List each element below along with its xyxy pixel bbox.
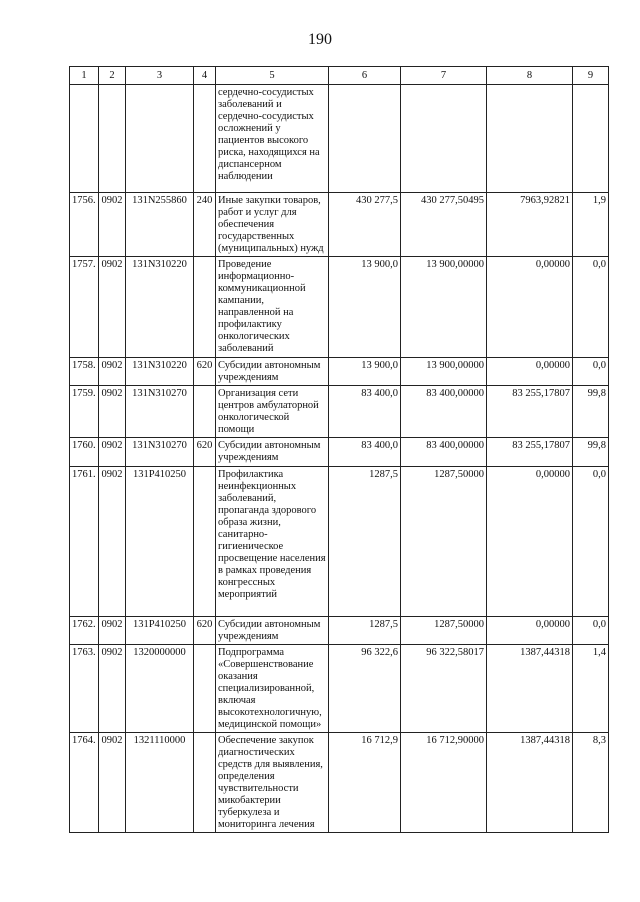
header-cell: 8	[487, 67, 573, 85]
execution-percent: 0,0	[573, 617, 609, 645]
executed-amount	[487, 85, 573, 193]
header-cell: 5	[216, 67, 329, 85]
target-article-code: 131N310270	[126, 438, 194, 467]
row-number: 1756.	[70, 193, 99, 257]
table-row	[70, 193, 609, 257]
adjusted-amount	[401, 85, 487, 193]
adjusted-amount: 96 322,58017	[401, 645, 487, 733]
plan-amount: 1287,5	[329, 467, 401, 617]
description: Подпрограмма «Совершенствование оказания специализированной, включая высокотехнологичную, медицинской помощи»	[216, 645, 329, 733]
header-cell: 9	[573, 67, 609, 85]
description: Организация сети центров амбулаторной онкологической помощи	[216, 386, 329, 438]
table-row	[70, 438, 609, 467]
section-code: 0902	[99, 386, 126, 438]
executed-amount: 0,00000	[487, 358, 573, 386]
plan-amount: 16 712,9	[329, 733, 401, 833]
execution-percent: 99,8	[573, 438, 609, 467]
row-number: 1762.	[70, 617, 99, 645]
expense-type-code	[194, 733, 216, 833]
section-code: 0902	[99, 645, 126, 733]
target-article-code	[126, 85, 194, 193]
section-code: 0902	[99, 193, 126, 257]
target-article-code: 131P410250	[126, 617, 194, 645]
description: сердечно-сосудистых заболеваний и сердечно-сосудистых осложнений у пациентов высокого риска, находящихся на диспансерном наблюдении	[216, 85, 329, 193]
target-article-code: 1321110000	[126, 733, 194, 833]
plan-amount: 13 900,0	[329, 257, 401, 358]
row-number	[70, 85, 99, 193]
plan-amount: 83 400,0	[329, 386, 401, 438]
adjusted-amount: 430 277,50495	[401, 193, 487, 257]
description: Субсидии автономным учреждениям	[216, 358, 329, 386]
expense-type-code	[194, 467, 216, 617]
target-article-code: 1320000000	[126, 645, 194, 733]
expense-type-code	[194, 645, 216, 733]
section-code: 0902	[99, 617, 126, 645]
execution-percent: 1,4	[573, 645, 609, 733]
row-number: 1761.	[70, 467, 99, 617]
header-cell: 7	[401, 67, 487, 85]
target-article-code: 131N310270	[126, 386, 194, 438]
execution-percent: 0,0	[573, 467, 609, 617]
adjusted-amount: 83 400,00000	[401, 386, 487, 438]
section-code: 0902	[99, 438, 126, 467]
table-row	[70, 645, 609, 733]
description: Профилактика неинфекционных заболеваний, пропаганда здорового образа жизни, санитарно-гигиеническое просвещение населения в рамках проведения конгрессных мероприятий	[216, 467, 329, 617]
plan-amount: 430 277,5	[329, 193, 401, 257]
description: Обеспечение закупок диагностических средств для выявления, определения чувствительности микобактерии туберкулеза и мониторинга лечения	[216, 733, 329, 833]
expense-type-code	[194, 257, 216, 358]
table-row	[70, 467, 609, 617]
expense-type-code: 620	[194, 617, 216, 645]
section-code: 0902	[99, 467, 126, 617]
description: Субсидии автономным учреждениям	[216, 617, 329, 645]
plan-amount: 96 322,6	[329, 645, 401, 733]
executed-amount: 1387,44318	[487, 733, 573, 833]
table-row	[70, 257, 609, 358]
executed-amount: 7963,92821	[487, 193, 573, 257]
section-code: 0902	[99, 257, 126, 358]
target-article-code: 131N255860	[126, 193, 194, 257]
page-number: 190	[308, 31, 332, 48]
adjusted-amount: 16 712,90000	[401, 733, 487, 833]
budget-table	[69, 66, 609, 833]
header-cell: 4	[194, 67, 216, 85]
target-article-code: 131N310220	[126, 257, 194, 358]
adjusted-amount: 13 900,00000	[401, 257, 487, 358]
adjusted-amount: 1287,50000	[401, 467, 487, 617]
execution-percent	[573, 85, 609, 193]
adjusted-amount: 1287,50000	[401, 617, 487, 645]
section-code: 0902	[99, 358, 126, 386]
execution-percent: 99,8	[573, 386, 609, 438]
section-code: 0902	[99, 733, 126, 833]
execution-percent: 8,3	[573, 733, 609, 833]
header-row	[70, 67, 609, 85]
section-code	[99, 85, 126, 193]
executed-amount: 83 255,17807	[487, 438, 573, 467]
expense-type-code	[194, 85, 216, 193]
table-row	[70, 85, 609, 193]
header-cell: 6	[329, 67, 401, 85]
plan-amount: 1287,5	[329, 617, 401, 645]
execution-percent: 0,0	[573, 257, 609, 358]
table-row	[70, 386, 609, 438]
executed-amount: 83 255,17807	[487, 386, 573, 438]
adjusted-amount: 13 900,00000	[401, 358, 487, 386]
header-cell: 1	[70, 67, 99, 85]
expense-type-code: 620	[194, 438, 216, 467]
row-number: 1763.	[70, 645, 99, 733]
executed-amount: 0,00000	[487, 467, 573, 617]
plan-amount	[329, 85, 401, 193]
expense-type-code: 240	[194, 193, 216, 257]
header-cell: 3	[126, 67, 194, 85]
header-cell: 2	[99, 67, 126, 85]
expense-type-code: 620	[194, 358, 216, 386]
executed-amount: 0,00000	[487, 617, 573, 645]
target-article-code: 131P410250	[126, 467, 194, 617]
row-number: 1757.	[70, 257, 99, 358]
description: Субсидии автономным учреждениям	[216, 438, 329, 467]
executed-amount: 0,00000	[487, 257, 573, 358]
row-number: 1760.	[70, 438, 99, 467]
table-row	[70, 733, 609, 833]
adjusted-amount: 83 400,00000	[401, 438, 487, 467]
expense-type-code	[194, 386, 216, 438]
executed-amount: 1387,44318	[487, 645, 573, 733]
row-number: 1764.	[70, 733, 99, 833]
plan-amount: 13 900,0	[329, 358, 401, 386]
table-row	[70, 358, 609, 386]
table-row	[70, 617, 609, 645]
row-number: 1759.	[70, 386, 99, 438]
execution-percent: 1,9	[573, 193, 609, 257]
description: Иные закупки товаров, работ и услуг для обеспечения государственных (муниципальных) нужд	[216, 193, 329, 257]
execution-percent: 0,0	[573, 358, 609, 386]
description: Проведение информационно-коммуникационной кампании, направленной на профилактику онкологических заболеваний	[216, 257, 329, 358]
row-number: 1758.	[70, 358, 99, 386]
target-article-code: 131N310220	[126, 358, 194, 386]
plan-amount: 83 400,0	[329, 438, 401, 467]
